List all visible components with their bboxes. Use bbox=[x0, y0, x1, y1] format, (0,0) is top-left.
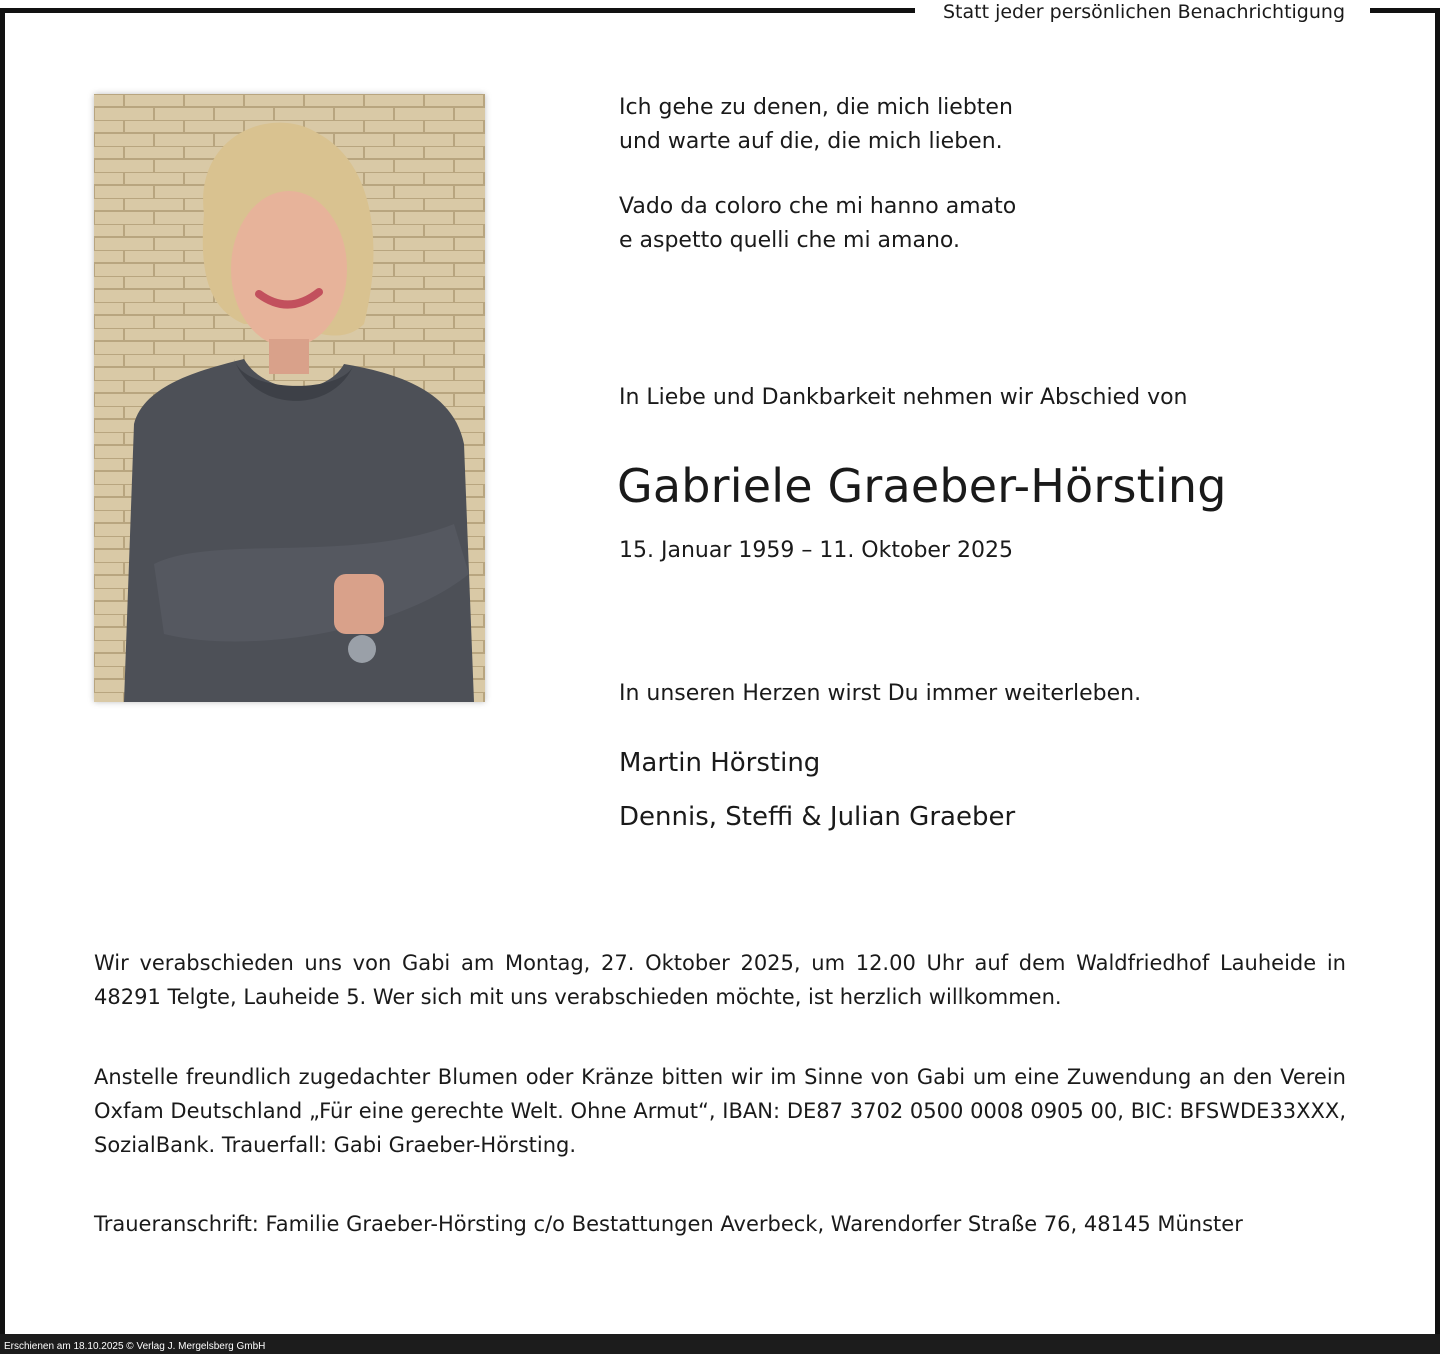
deceased-name: Gabriele Graeber-Hörsting bbox=[617, 459, 1227, 513]
ceremony-paragraph: Wir verabschieden uns von Gabi am Montag, 27. Oktober 2025, um 12.00 Uhr auf dem Waldfriedhof Lauheide in 48291 Telgte, Lauheide 5. Wer sich mit uns verabschieden möchte, ist herzlich willkommen. bbox=[94, 951, 1346, 1009]
poem-it-line-2: e aspetto quelli che mi amano. bbox=[619, 228, 960, 253]
motto-text: In unseren Herzen wirst Du immer weiterleben. bbox=[619, 681, 1142, 706]
address-paragraph: Traueranschrift: Familie Graeber-Hörsting c/o Bestattungen Averbeck, Warendorfer Straße 76, 48145 Münster bbox=[94, 1212, 1243, 1236]
donation-paragraph: Anstelle freundlich zugedachter Blumen oder Kränze bitten wir im Sinne von Gabi um eine Zuwendung an den Verein Oxfam Deutschland „Für eine gerechte Welt. Ohne Armut“, IBAN: DE87 3702 0500 0008 0905 00, BIC: BFSWDE33XXX, SozialBank. Trauerfall: Gabi Graeber-Hörsting. bbox=[94, 1065, 1346, 1157]
footer-bar bbox=[0, 1334, 1440, 1354]
portrait-photo bbox=[94, 94, 485, 702]
life-dates: 15. Januar 1959 – 11. Oktober 2025 bbox=[619, 538, 1013, 563]
header-note: Statt jeder persönlichen Benachrichtigung bbox=[942, 1, 1345, 23]
mourner-name: Dennis, Steffi & Julian Graeber bbox=[619, 802, 1016, 832]
poem-de-line-1: Ich gehe zu denen, die mich liebten bbox=[619, 95, 1013, 120]
frame-top-border-end bbox=[1370, 8, 1440, 13]
mourner-name: Martin Hörsting bbox=[619, 748, 821, 778]
intro-text: In Liebe und Dankbarkeit nehmen wir Abschied von bbox=[619, 385, 1188, 410]
frame-top-border bbox=[0, 8, 915, 13]
footer-credit: Erschienen am 18.10.2025 © Verlag J. Mergelsberg GmbH bbox=[4, 1341, 266, 1352]
poem-de-line-2: und warte auf die, die mich lieben. bbox=[619, 129, 1003, 154]
frame-left-border bbox=[0, 8, 5, 1334]
poem-it-line-1: Vado da coloro che mi hanno amato bbox=[619, 194, 1017, 219]
frame-right-border bbox=[1435, 8, 1440, 1334]
poem bbox=[619, 91, 1016, 258]
